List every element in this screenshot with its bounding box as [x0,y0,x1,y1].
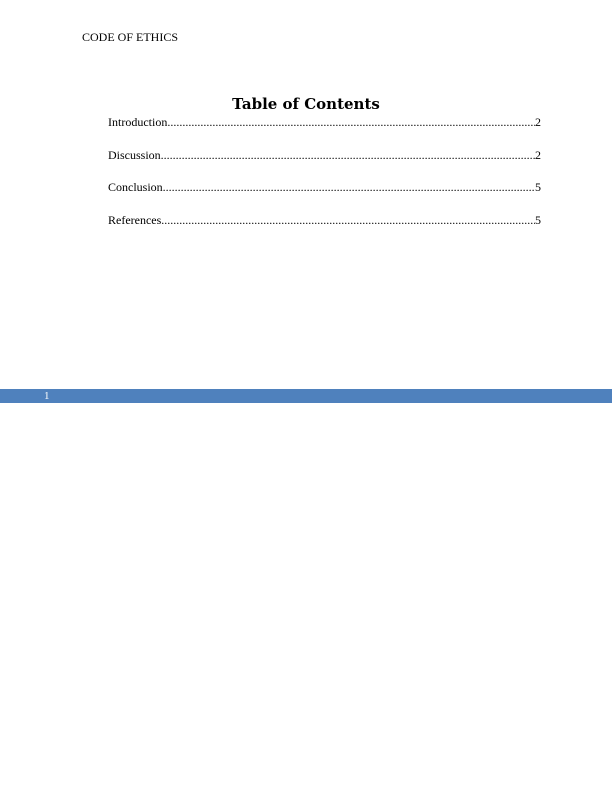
footer-bar [0,389,612,403]
toc-entry-label: References [108,212,162,227]
toc-entry-discussion[interactable] [108,148,541,162]
toc-entry-page: 2 [535,147,541,162]
toc-entry-references[interactable] [108,213,541,227]
toc-entry-page: 5 [535,212,541,227]
toc-entry-conclusion[interactable] [108,180,541,194]
toc-entry-page: 2 [535,115,541,129]
table-of-contents [108,115,541,245]
running-header: CODE OF ETHICS [82,30,179,44]
toc-dot-leader [167,115,535,129]
toc-dot-leader [163,180,535,194]
page-number: 1 [44,390,50,402]
toc-entry-label: Introduction [108,115,168,129]
toc-entry-label: Conclusion [108,180,163,194]
toc-dot-leader [161,213,535,227]
toc-entry-label: Discussion [108,147,161,162]
toc-title: Table of Contents [232,95,380,113]
toc-entry-introduction[interactable] [108,115,541,129]
toc-entry-page: 5 [535,180,541,194]
toc-dot-leader [161,148,535,162]
